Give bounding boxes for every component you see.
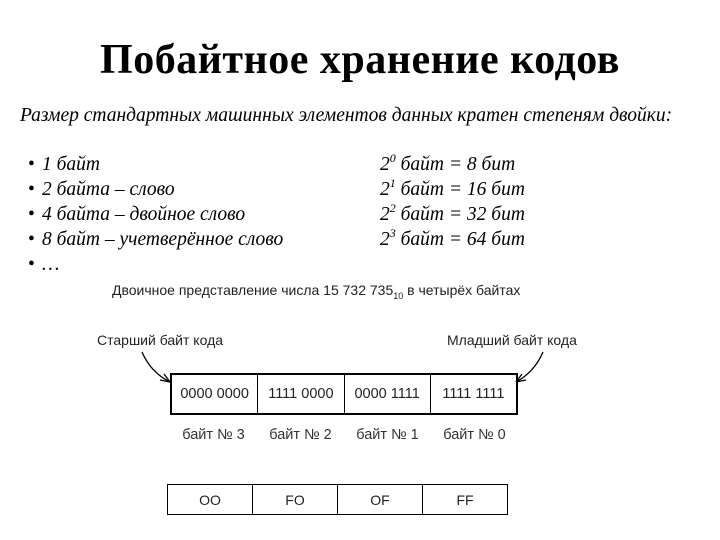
hex-table [167, 484, 508, 515]
hex-cell: OF [338, 485, 423, 514]
high-byte-arrowhead [160, 374, 170, 382]
item-bits: $2^3$ байт = 64 бит [380, 226, 525, 250]
slide-title: Побайтное хранение кодов [100, 37, 620, 83]
bullet-icon: • [28, 204, 35, 225]
list-item [28, 202, 708, 227]
item-size: 1 байт [42, 154, 101, 175]
byte-cell: 0000 0000 [172, 375, 258, 413]
byte-number: байт № 2 [269, 427, 332, 443]
hex-cell: FF [456, 491, 474, 508]
item-ellipsis: … [42, 254, 60, 275]
intro-text: Размер стандартных машинных элементов данных кратен степеням двойки: [20, 105, 673, 126]
low-byte-arrow [516, 352, 543, 382]
item-bits: $2^2$ байт = 32 бит [380, 201, 525, 225]
byte-number-row [170, 427, 518, 443]
byte-table [170, 373, 518, 415]
bullet-icon: • [28, 254, 35, 275]
byte-cell: 1111 1111 [442, 386, 505, 402]
item-bits: $2^1$ байт = 16 бит [380, 176, 525, 200]
hex-cell: OO [168, 485, 253, 514]
list-item [28, 252, 708, 277]
low-byte-label: Младший байт кода [447, 332, 577, 348]
high-byte-arrow [142, 352, 170, 382]
bullet-list [28, 152, 708, 277]
high-byte-label: Старший байт кода [97, 332, 224, 348]
byte-number: байт № 0 [443, 427, 506, 443]
byte-number: байт № 3 [182, 427, 245, 443]
list-item [28, 227, 708, 252]
item-bits: $2^0$ байт = 8 бит [380, 151, 516, 175]
bullet-icon: • [28, 154, 35, 175]
item-size: 8 байт – учетверённое слово [42, 229, 284, 250]
item-size: 2 байта – слово [42, 179, 175, 200]
byte-cell: 0000 1111 [345, 375, 431, 413]
list-item [28, 177, 708, 202]
bullet-icon: • [28, 179, 35, 200]
byte-number: байт № 1 [356, 427, 419, 443]
bullet-icon: • [28, 229, 35, 250]
hex-cell: FO [253, 485, 338, 514]
figure-caption: Двоичное представление числа 15 732 $735_{10}$ в четырёх байтах [112, 282, 521, 301]
list-item [28, 152, 708, 177]
byte-cell: 1111 0000 [258, 375, 344, 413]
item-size: 4 байта – двойное слово [42, 204, 246, 225]
